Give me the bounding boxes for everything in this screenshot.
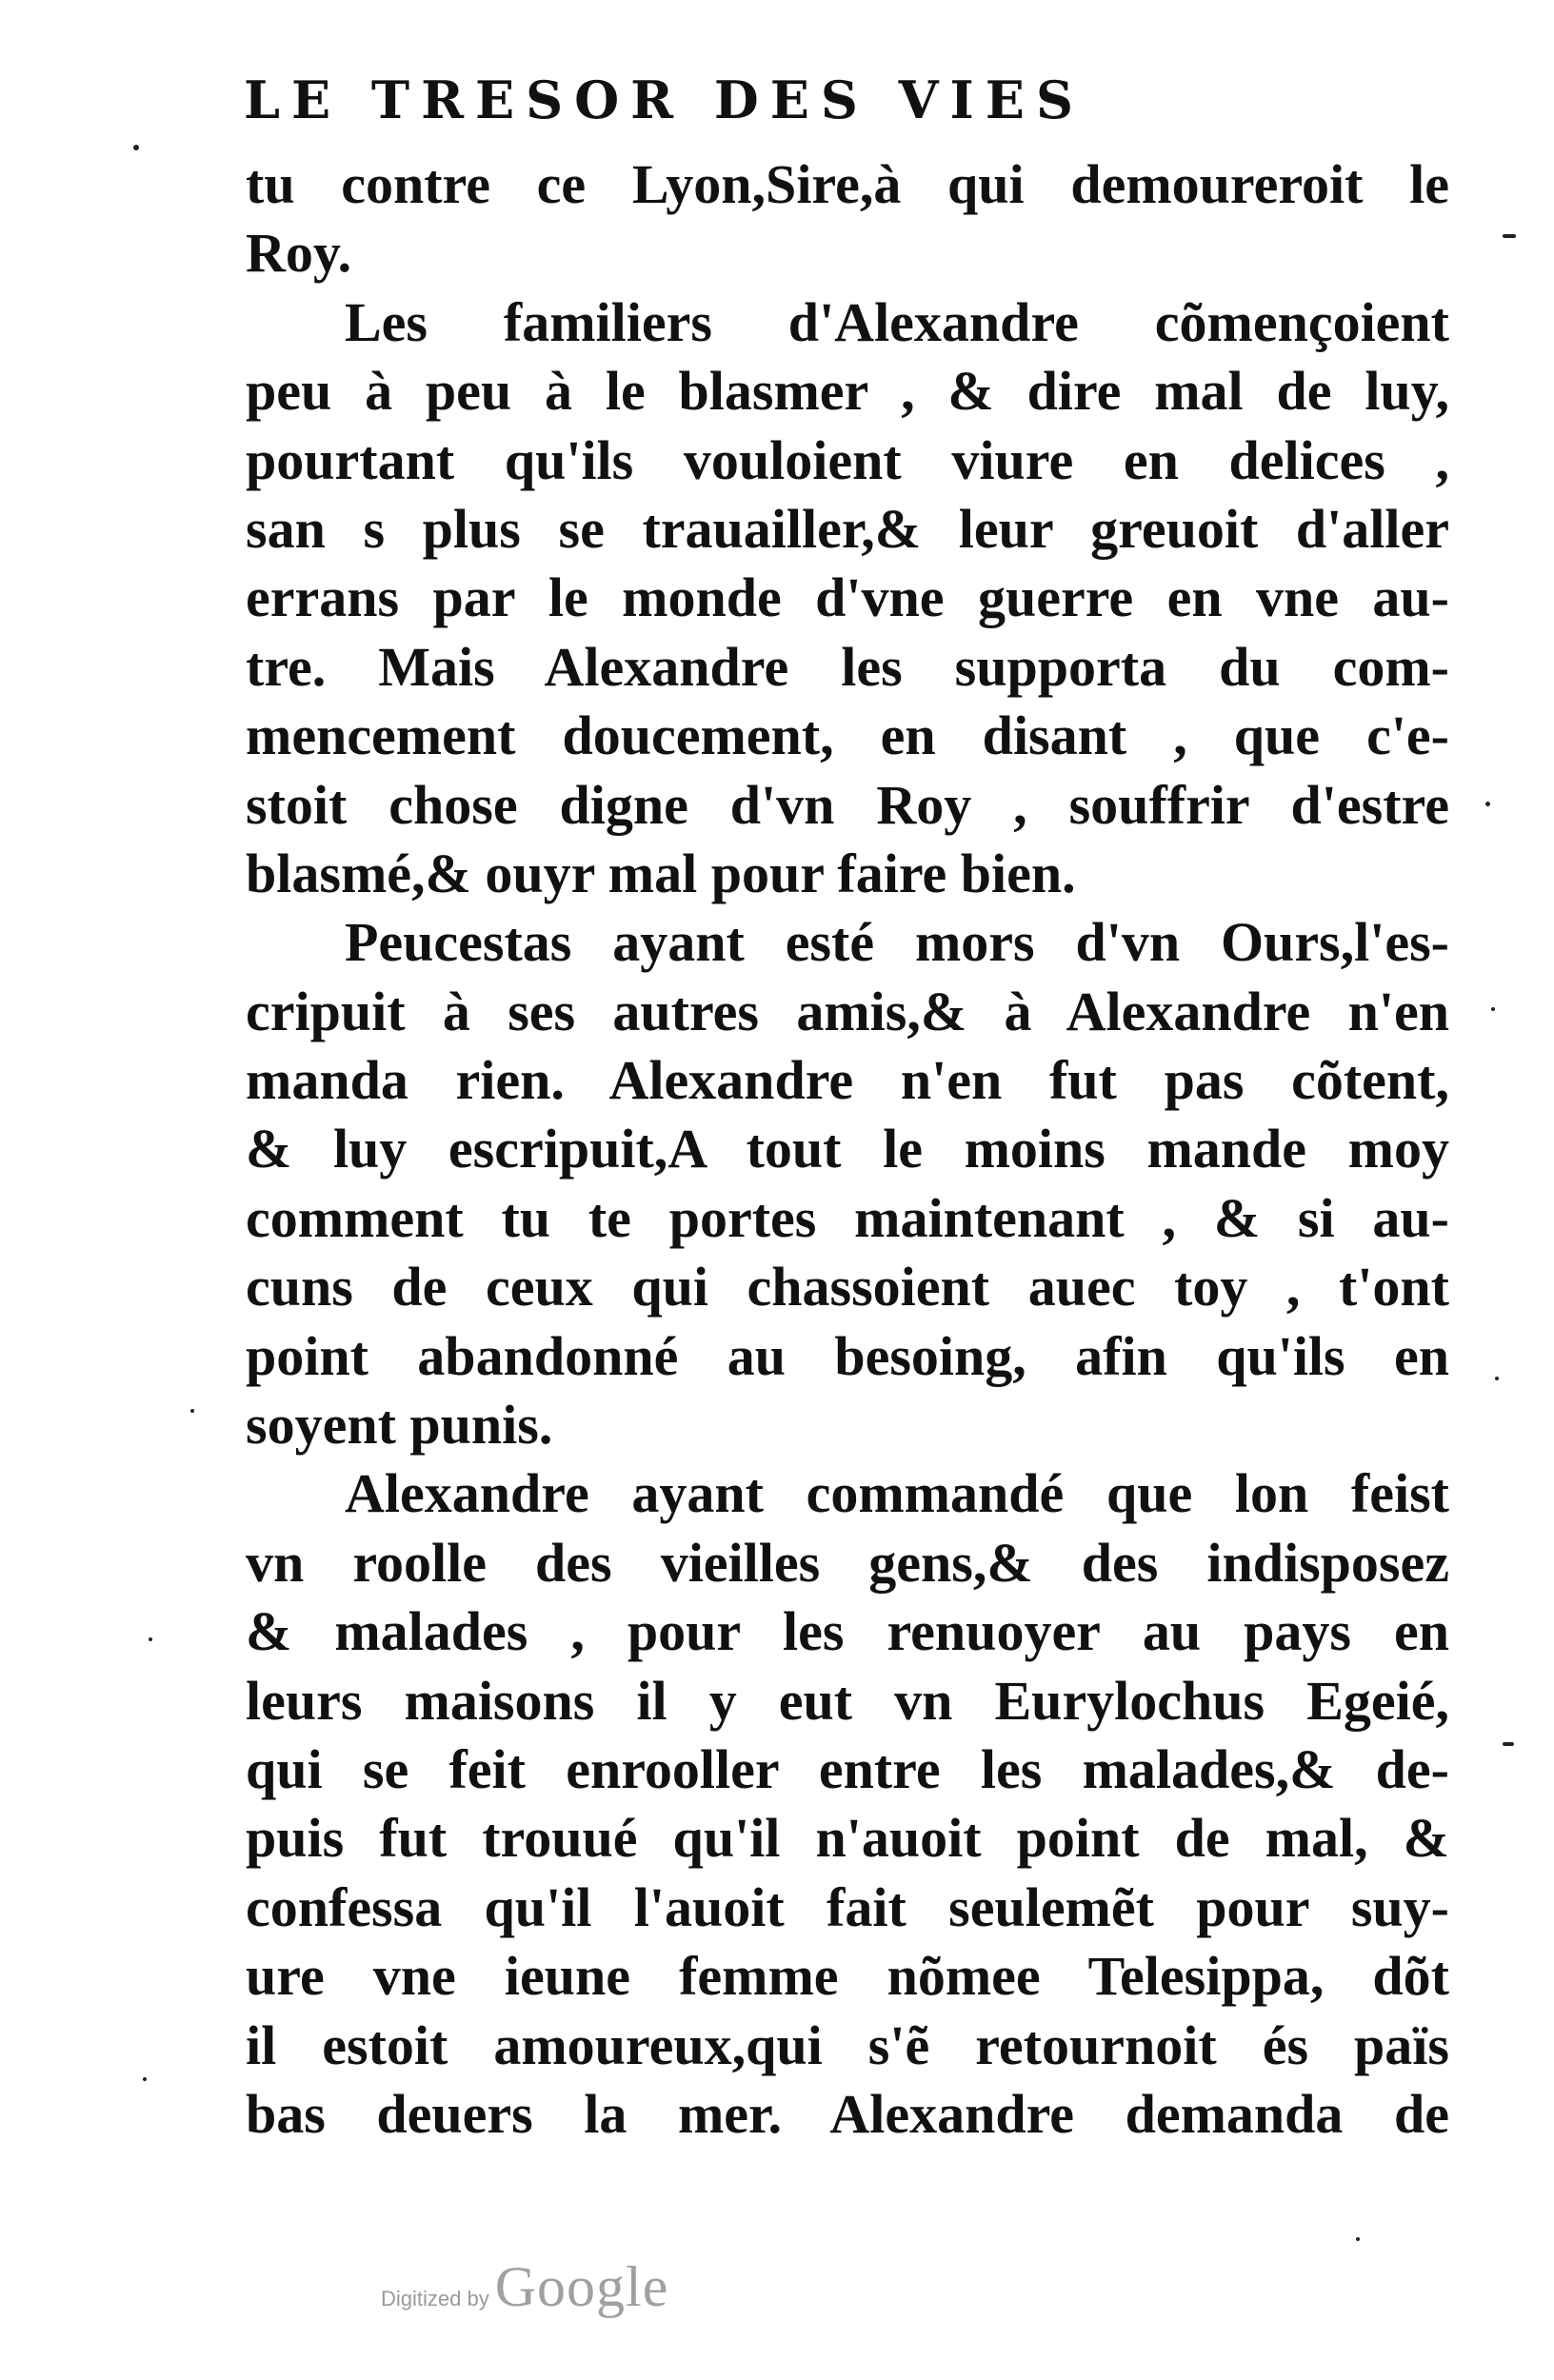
text-line: san s plus se trauailler,& leur greuoit d'aller: [246, 497, 1449, 560]
text-line: bas deuers la mer. Alexandre demanda de: [246, 2082, 1449, 2145]
scan-speck: [143, 2077, 147, 2081]
text-line: leurs maisons il y eut vn Eurylochus Egeié,: [246, 1669, 1449, 1732]
text-line: errans par le monde d'vne guerre en vne au-: [246, 566, 1449, 629]
text-line: ure vne ieune femme nõmee Telesippa, dõt: [246, 1945, 1449, 2008]
text-line: Les familiers d'Alexandre cõmençoient: [345, 290, 1449, 353]
digitized-by-label: Digitized by: [381, 2287, 489, 2311]
text-line: comment tu te portes maintenant , & si au-: [246, 1186, 1449, 1249]
text-line: qui se feit enrooller entre les malades,& de-: [246, 1737, 1449, 1800]
text-line: manda rien. Alexandre n'en fut pas cõtent,: [246, 1049, 1449, 1112]
scan-speck: [1503, 234, 1516, 238]
text-line: vn roolle des vieilles gens,& des indisposez: [246, 1531, 1449, 1594]
text-line: cripuit à ses autres amis,& à Alexandre n'en: [246, 980, 1449, 1042]
scan-speck: [1491, 1007, 1495, 1011]
text-line: blasmé,& ouyr mal pour faire bien.: [246, 842, 1076, 904]
text-line: tu contre ce Lyon,Sire,à qui demoureroit le: [246, 153, 1449, 215]
scan-speck: [190, 1409, 194, 1413]
text-line: pourtant qu'ils vouloient viure en delices ,: [246, 428, 1449, 491]
running-head: LE TRESOR DES VIES: [244, 69, 1085, 130]
text-line: stoit chose digne d'vn Roy , souffrir d'estre: [246, 773, 1449, 836]
text-line: confessa qu'il l'auoit fait seulemẽt pour suy-: [246, 1875, 1449, 1938]
text-line: puis fut trouué qu'il n'auoit point de mal, &: [246, 1807, 1449, 1870]
text-line: soyent punis.: [246, 1394, 553, 1457]
scan-speck: [149, 1637, 152, 1641]
text-line: & luy escripuit,A tout le moins mande moy: [246, 1118, 1449, 1180]
digitization-watermark: [381, 2254, 668, 2320]
text-line: tre. Mais Alexandre les supporta du com-: [246, 635, 1449, 698]
text-line: mencement doucement, en disant , que c'e-: [246, 704, 1449, 767]
text-line: Peucestas ayant esté mors d'vn Ours,l'es-: [345, 911, 1449, 974]
scan-speck: [1503, 1742, 1514, 1746]
body-text: [246, 150, 1449, 2149]
text-line: & malades , pour les renuoyer au pays en: [246, 1600, 1449, 1663]
text-line: il estoit amoureux,qui s'ẽ retournoit és païs: [246, 2013, 1449, 2076]
text-line: Alexandre ayant commandé que lon feist: [345, 1462, 1449, 1525]
text-line: cuns de ceux qui chassoient auec toy , t'ont: [246, 1256, 1449, 1319]
text-line: point abandonné au besoing, afin qu'ils en: [246, 1324, 1449, 1387]
scan-speck: [1356, 2237, 1360, 2241]
scan-speck: [1495, 1377, 1499, 1380]
text-line: Roy.: [246, 222, 352, 285]
google-logo: Google: [494, 2255, 669, 2318]
text-line: peu à peu à le blasmer , & dire mal de luy,: [246, 360, 1449, 423]
scan-speck: [133, 145, 139, 150]
scan-speck: [1485, 802, 1490, 806]
